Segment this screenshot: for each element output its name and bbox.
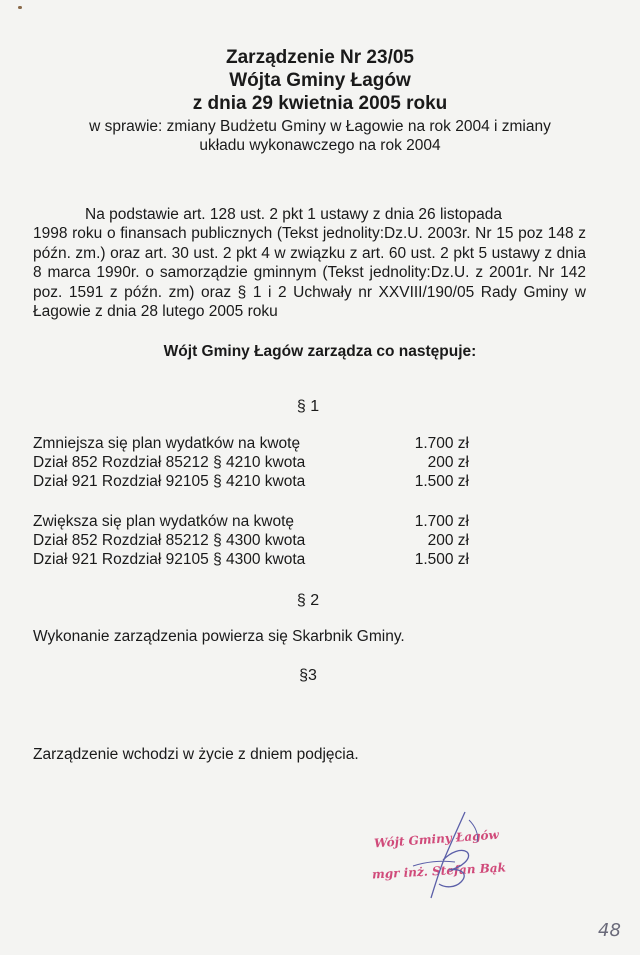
section-3-text: Zarządzenie wchodzi w życie z dniem podjęcia.	[33, 746, 359, 763]
document-title: Zarządzenie Nr 23/05	[226, 47, 414, 68]
decrease-line-total: Zmniejsza się plan wydatków na kwotę	[33, 435, 301, 452]
stamp-name: mgr inż. Stefan Bąk	[371, 860, 507, 882]
stamp-title: Wójt Gminy Łagów	[373, 827, 500, 851]
document-issuer: Wójta Gminy Łagów	[229, 70, 411, 91]
section-2-text: Wykonanie zarządzenia powierza się Skarbnik Gminy.	[33, 628, 405, 645]
preamble-first-line: Na podstawie art. 128 ust. 2 pkt 1 ustawy z dnia 26 listopada	[85, 206, 503, 223]
decrease-line-921: Dział 921 Rozdział 92105 § 4210 kwota	[33, 473, 306, 490]
decrease-line-852: Dział 852 Rozdział 85212 § 4210 kwota	[33, 454, 306, 471]
document-subject-line2: układu wykonawczego na rok 2004	[199, 137, 441, 154]
page-number: 48	[598, 920, 621, 941]
section-1-sign: § 1	[296, 398, 320, 415]
section-2-sign: § 2	[296, 592, 320, 609]
increase-line-852: Dział 852 Rozdział 85212 § 4300 kwota	[33, 532, 306, 549]
increase-amount-921: 1.500 zł	[414, 551, 469, 568]
section-3-sign: §3	[299, 667, 317, 684]
increase-amount-852: 200 zł	[427, 532, 469, 549]
preamble-text: 1998 roku o finansach publicznych (Tekst jednolity:Dz.U. 2003r. Nr 15 poz 148 z późn. zm.) oraz art. 30 ust. 2 pkt 4 w związku z art. 60 ust. 2 pkt 5 ustawy z dnia 8 marca 1990r. o samorządzie gminnym (Tekst jednolity:Dz.U. z 2001r. Nr 142 poz. 1591 z późn. zm) oraz § 1 i 2 Uchwały nr XXVIII/190/05 Rady Gminy w Łagowie z dnia 28 lutego 2005 roku	[33, 225, 586, 321]
handwritten-signature	[395, 800, 505, 910]
increase-line-921: Dział 921 Rozdział 92105 § 4300 kwota	[33, 551, 306, 568]
decrease-amount-921: 1.500 zł	[414, 473, 469, 490]
document-date: z dnia 29 kwietnia 2005 roku	[192, 93, 448, 114]
document-subject-line1: w sprawie: zmiany Budżetu Gminy w Łagowie na rok 2004 i zmiany	[89, 118, 551, 135]
increase-amount-total: 1.700 zł	[414, 513, 469, 530]
decrease-amount-852: 200 zł	[427, 454, 469, 471]
decrease-amount-total: 1.700 zł	[414, 435, 469, 452]
preamble-paragraph	[33, 205, 586, 321]
orders-heading: Wójt Gminy Łagów zarządza co następuje:	[163, 343, 477, 360]
increase-line-total: Zwiększa się plan wydatków na kwotę	[33, 513, 295, 530]
paper-speck	[18, 6, 22, 9]
